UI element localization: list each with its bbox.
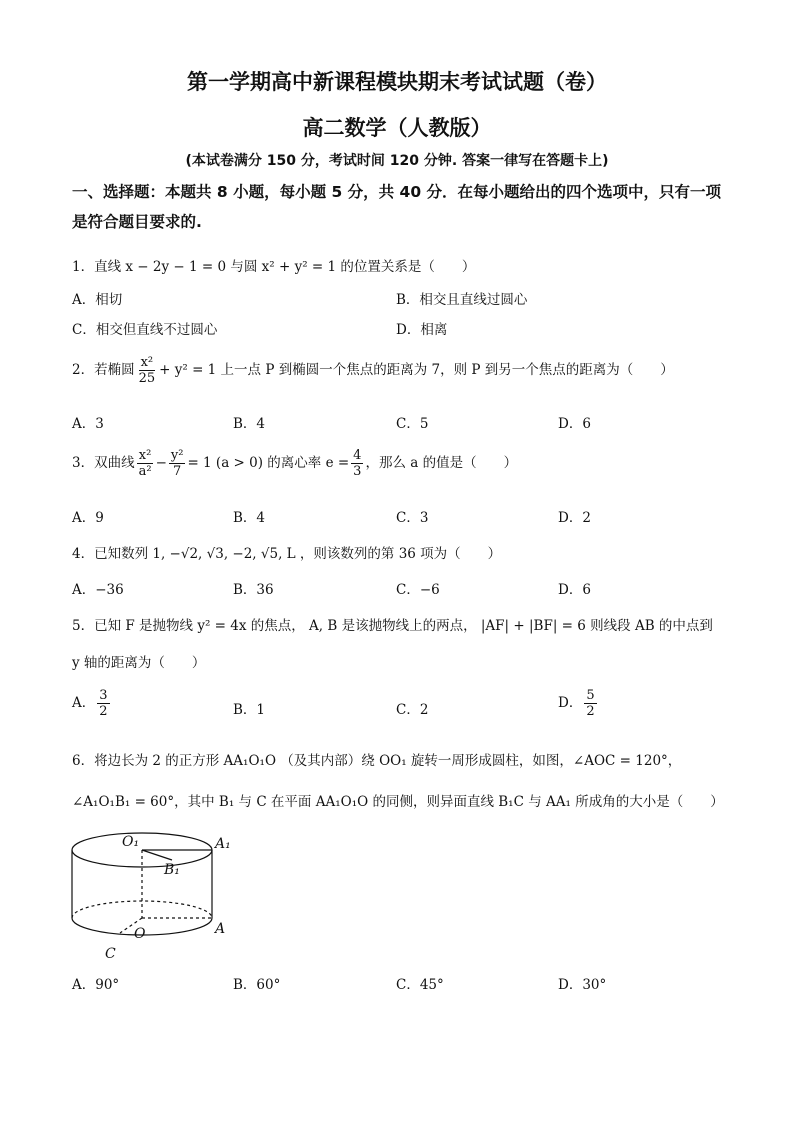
- bottom-back-arc: [72, 901, 212, 918]
- q3-fraction-1-num: x²: [138, 448, 152, 463]
- q3-option-c: C．3: [396, 510, 429, 526]
- q5-option-a-label: A．: [72, 695, 96, 711]
- q3-fraction-3-num: 4: [353, 448, 362, 463]
- q3-fraction-2: [169, 448, 186, 479]
- question-3-stem: [72, 448, 732, 479]
- q3-fraction-3-den: 3: [353, 464, 362, 479]
- question-6-stem-line2: ∠A₁O₁B₁ = 60°，其中 B₁ 与 C 在平面 AA₁O₁O 的同侧，则异面直线 B₁C 与 AA₁ 所成角的大小是（ ）: [72, 794, 724, 810]
- q2-option-a: A．3: [72, 416, 104, 432]
- q5-option-a-den: 2: [99, 704, 108, 719]
- q2-fraction: [137, 355, 158, 386]
- q2-option-c: C．5: [396, 416, 429, 432]
- question-5-stem-line1: 5．已知 F 是抛物线 y² = 4x 的焦点， A, B 是该抛物线上的两点， |AF| + |BF| = 6 则线段 AB 的中点到: [72, 618, 713, 634]
- q3-suffix: ，那么 a 的值是（ ）: [365, 455, 518, 471]
- exam-subtitle: 高二数学（人教版）: [302, 116, 492, 140]
- q3-fraction-3: [351, 448, 363, 479]
- exam-note: (本试卷满分 150 分，考试时间 120 分钟. 答案一律写在答题卡上): [185, 153, 609, 169]
- section-heading: [72, 177, 732, 237]
- section-heading-line2: 是符合题目要求的.: [72, 213, 202, 231]
- q2-prefix: 2．若椭圆: [72, 362, 135, 378]
- q6-option-c: C．45°: [396, 977, 444, 993]
- exam-title: 第一学期高中新课程模块期末考试试题（卷）: [187, 70, 607, 94]
- q5-option-a: [72, 688, 112, 719]
- q5-option-a-num: 3: [99, 688, 108, 703]
- question-5-stem-line2: y 轴的距离为（ ）: [72, 655, 206, 671]
- q2-option-b: B．4: [233, 416, 266, 432]
- q5-option-b: B．1: [233, 702, 266, 718]
- q1-option-a: A．相切: [72, 292, 123, 308]
- question-6-stem-line1: 6．将边长为 2 的正方形 AA₁O₁O （及其内部）绕 OO₁ 旋转一周形成圆柱，如图，∠AOC = 120°，: [72, 753, 682, 769]
- label-b1: B₁: [164, 862, 180, 878]
- q3-fraction-1-den: a²: [138, 464, 152, 479]
- q2-suffix: + y² = 1 上一点 P 到椭圆一个焦点的距离为 7，则 P 到另一个焦点的距离为（ ）: [159, 362, 674, 378]
- label-a: A: [215, 921, 226, 937]
- q4-option-c: C．−6: [396, 582, 440, 598]
- q3-fraction-1: [137, 448, 154, 479]
- q5-option-a-fraction: [97, 688, 109, 719]
- label-a1: A₁: [215, 836, 231, 852]
- q5-option-d-label: D．: [558, 695, 583, 711]
- q3-option-d: D．2: [558, 510, 591, 526]
- q1-option-b: B．相交且直线过圆心: [396, 292, 528, 308]
- q6-option-b: B．60°: [233, 977, 281, 993]
- q4-option-a: A．−36: [72, 582, 124, 598]
- q2-option-d: D．6: [558, 416, 591, 432]
- q3-middle: = 1 (a > 0) 的离心率 e =: [187, 455, 350, 471]
- q6-option-a: A．90°: [72, 977, 120, 993]
- q2-fraction-den: 25: [138, 371, 156, 386]
- segment-o1-b1: [142, 850, 172, 860]
- q4-option-b: B．36: [233, 582, 274, 598]
- q1-option-c: C．相交但直线不过圆心: [72, 322, 218, 338]
- label-o1: O₁: [122, 834, 140, 850]
- label-c: C: [105, 946, 116, 962]
- q5-option-c: C．2: [396, 702, 429, 718]
- q3-option-a: A．9: [72, 510, 104, 526]
- q1-option-d: D．相离: [396, 322, 448, 338]
- cylinder-figure: [60, 826, 240, 968]
- q3-prefix: 3．双曲线: [72, 455, 135, 471]
- q4-option-d: D．6: [558, 582, 591, 598]
- question-1-stem: 1．直线 x − 2y − 1 = 0 与圆 x² + y² = 1 的位置关系是（ ）: [72, 259, 476, 275]
- q3-minus: −: [155, 455, 167, 471]
- q5-option-d-num: 5: [586, 688, 595, 703]
- section-heading-line1: 一、选择题：本题共 8 小题，每小题 5 分，共 40 分．在每小题给出的四个选项中，只有一项: [72, 183, 722, 201]
- q2-fraction-num: x²: [140, 355, 154, 370]
- label-o: O: [134, 926, 146, 942]
- q3-fraction-2-num: y²: [170, 448, 184, 463]
- q5-option-d-fraction: [584, 688, 596, 719]
- q6-option-d: D．30°: [558, 977, 607, 993]
- question-4-stem: 4．已知数列 1, −√2, √3, −2, √5, L ，则该数列的第 36 项为（ ）: [72, 546, 502, 562]
- q3-option-b: B．4: [233, 510, 266, 526]
- question-2-stem: [72, 355, 732, 386]
- q5-option-d-den: 2: [586, 704, 595, 719]
- q3-fraction-2-den: 7: [173, 464, 182, 479]
- q5-option-d: [558, 688, 599, 719]
